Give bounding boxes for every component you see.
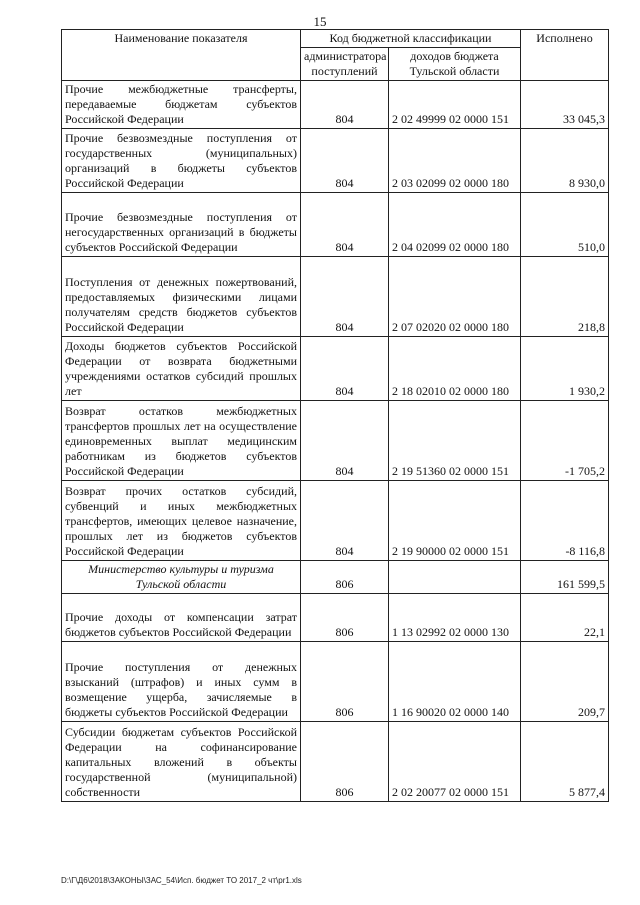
table-row — [62, 257, 609, 337]
table-row — [62, 642, 609, 722]
table-row — [62, 193, 609, 257]
row-name: Доходы бюджетов субъектов Российской Федерации от возврата бюджетными учреждениями остатков субсидий прошлых лет — [62, 337, 301, 401]
row-name: Прочие поступления от денежных взысканий (штрафов) и иных сумм в возмещение ущерба, зачисляемые в бюджеты субъектов Российской Федерации — [62, 642, 301, 722]
header-admin: администратора поступлений — [301, 48, 389, 81]
budget-table — [61, 29, 609, 802]
page-number: 15 — [313, 14, 327, 29]
row-admin: 804 — [301, 257, 389, 337]
table-row — [62, 594, 609, 642]
row-amount: 209,7 — [521, 642, 609, 722]
row-admin: 806 — [301, 722, 389, 802]
header-name: Наименование показателя — [62, 30, 301, 81]
row-admin: 806 — [301, 594, 389, 642]
row-code: 2 02 49999 02 0000 151 — [389, 81, 521, 129]
row-code: 1 16 90020 02 0000 140 — [389, 642, 521, 722]
row-name: Поступления от денежных пожертвований, предоставляемых физическими лицами получателям средств бюджетов субъектов Российской Федерации — [62, 257, 301, 337]
table-row — [62, 401, 609, 481]
row-code: 2 07 02020 02 0000 180 — [389, 257, 521, 337]
table-row — [62, 337, 609, 401]
row-name: Возврат прочих остатков субсидий, субвенций и иных межбюджетных трансфертов, имеющих целевое назначение, прошлых лет из бюджетов субъектов Российской Федерации — [62, 481, 301, 561]
row-admin: 804 — [301, 401, 389, 481]
row-admin: 804 — [301, 193, 389, 257]
row-amount: -1 705,2 — [521, 401, 609, 481]
row-name: Прочие безвозмездные поступления от государственных (муниципальных) организаций в бюджеты субъектов Российской Федерации — [62, 129, 301, 193]
table-row — [62, 81, 609, 129]
header-income: доходов бюджета Тульской области — [389, 48, 521, 81]
row-amount: 5 877,4 — [521, 722, 609, 802]
row-name: Прочие межбюджетные трансферты, передаваемые бюджетам субъектов Российской Федерации — [62, 81, 301, 129]
row-amount: 22,1 — [521, 594, 609, 642]
row-name: Возврат остатков межбюджетных трансфертов прошлых лет на осуществление единовременных выплат медицинским работникам из бюджетов субъектов Российской Федерации — [62, 401, 301, 481]
row-code: 2 19 51360 02 0000 151 — [389, 401, 521, 481]
row-admin: 804 — [301, 129, 389, 193]
row-code: 2 02 20077 02 0000 151 — [389, 722, 521, 802]
row-admin: 806 — [301, 561, 389, 594]
header-executed: Исполнено — [521, 30, 609, 81]
row-name: Прочие доходы от компенсации затрат бюджетов субъектов Российской Федерации — [62, 594, 301, 642]
row-amount: 1 930,2 — [521, 337, 609, 401]
row-name: Прочие безвозмездные поступления от негосударственных организаций в бюджеты субъектов Российской Федерации — [62, 193, 301, 257]
row-admin: 804 — [301, 481, 389, 561]
row-code: 2 18 02010 02 0000 180 — [389, 337, 521, 401]
row-code: 1 13 02992 02 0000 130 — [389, 594, 521, 642]
row-code: 2 03 02099 02 0000 180 — [389, 129, 521, 193]
row-amount: 161 599,5 — [521, 561, 609, 594]
ministry-name: Министерство культуры и туризма Тульской области — [62, 561, 301, 594]
file-path-footer: D:\Г\Д6\2018\ЗАКОНЫ\ЗАС_54\Исп. бюджет ТО 2017_2 чт\pr1.xls — [61, 876, 302, 885]
row-code — [389, 561, 521, 594]
row-amount: -8 116,8 — [521, 481, 609, 561]
row-code: 2 04 02099 02 0000 180 — [389, 193, 521, 257]
row-admin: 806 — [301, 642, 389, 722]
row-name: Субсидии бюджетам субъектов Российской Федерации на софинансирование капитальных вложений в объекты государственной (муниципальной) собственности — [62, 722, 301, 802]
table-row — [62, 561, 609, 594]
row-amount: 33 045,3 — [521, 81, 609, 129]
row-code: 2 19 90000 02 0000 151 — [389, 481, 521, 561]
row-admin: 804 — [301, 337, 389, 401]
header-classification: Код бюджетной классификации — [301, 30, 521, 48]
row-amount: 8 930,0 — [521, 129, 609, 193]
table-row — [62, 129, 609, 193]
table-row — [62, 722, 609, 802]
row-amount: 510,0 — [521, 193, 609, 257]
row-admin: 804 — [301, 81, 389, 129]
table-row — [62, 481, 609, 561]
row-amount: 218,8 — [521, 257, 609, 337]
